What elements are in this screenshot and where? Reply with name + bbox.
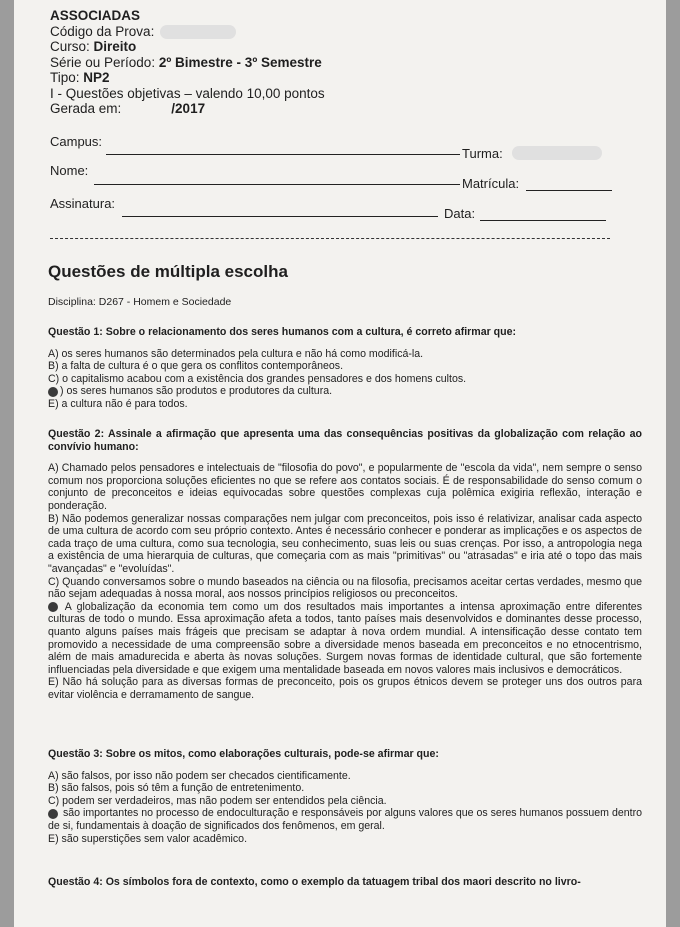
- serie-label: Série ou Período:: [50, 54, 156, 70]
- option-a[interactable]: A) Chamado pelos pensadores e intelectuais de "filosofia do povo", e popularmente de "escola da vida", nem sempre o senso comum nos proporciona soluções eficientes no que se refere aos contatos sociais. É de responsabilidade do senso comum o conjunto de preconceitos e ideias equivocadas sobre questões complexas cuja polêmica exigiria reflexão, interação e ponderação.: [48, 462, 642, 512]
- question-title: Questão 2: Assinale a afirmação que apresenta uma das consequências positivas da globalização com relação ao convívio humano:: [48, 428, 642, 453]
- curso-value: Direito: [93, 39, 137, 54]
- curso-label: Curso:: [50, 39, 90, 54]
- section-title: Questões de múltipla escolha: [48, 262, 288, 281]
- option-b[interactable]: B) são falsos, pois só têm a função de entretenimento.: [48, 782, 305, 795]
- assinatura-label: Assinatura:: [50, 196, 116, 211]
- turma-label: Turma:: [462, 146, 503, 161]
- gerada-label: Gerada em:: [50, 101, 122, 116]
- answer-mark-icon: [48, 602, 58, 612]
- option-e[interactable]: E) são superstições sem valor acadêmico.: [48, 832, 248, 845]
- data-line[interactable]: [480, 220, 606, 221]
- question-3: [48, 748, 642, 845]
- curso-row: [50, 39, 325, 55]
- codigo-label: Código da Prova:: [50, 23, 155, 39]
- redacted-turma: [512, 146, 602, 160]
- disciplina: Disciplina: D267 - Homem e Sociedade: [48, 296, 232, 308]
- matricula-label: Matrícula:: [462, 176, 520, 191]
- matricula-line[interactable]: [526, 190, 612, 191]
- option-c[interactable]: C) podem ser verdadeiros, mas não podem ser entendidos pela ciência.: [48, 794, 387, 807]
- option-d-text: A globalização da economia tem como um dos resultados mais importantes a intensa aproximação entre diferentes culturas de todo o mundo. Essa aproximação afeta a todos, tanto países mais desenvolvidos e dominantes desse processo, quanto alguns países mais frágeis que precisam se adaptar à nova ordem mundial. A intensificação desse contato tem promovido a necessidade de uma compreensão sobre a diversidade menos baseada em preconceitos e no etnocentrismo, além de mais amadurecida e aberta às novas soluções. Surgem novas formas de identidade cultural, que são fortemente influenciadas pela diversidade e que exigem uma mentalidade baseada em novos valores mais inclusivos e democráticos.: [48, 600, 642, 676]
- tipo-value: NP2: [83, 70, 110, 85]
- option-e[interactable]: E) Não há solução para as diversas formas de preconceito, pois os grupos étnicos devem se proteger uns dos outros para evitar violência e derramamento de sangue.: [48, 676, 642, 701]
- option-d-text: ) os seres humanos são produtos e produtores da cultura.: [60, 385, 333, 398]
- option-d-text: são importantes no processo de endoculturação e responsáveis por alguns valores que os seres humanos possuem dentro de si, fundamentais à doação de significados dos fenômenos, em geral.: [48, 807, 642, 832]
- serie-row: [50, 55, 325, 71]
- answer-mark-icon: [48, 809, 58, 819]
- option-b[interactable]: B) a falta de cultura é o que gera os conflitos contemporâneos.: [48, 360, 344, 373]
- gerada-value: /2017: [171, 101, 206, 116]
- campus-label: Campus:: [50, 134, 103, 149]
- dashed-divider: [50, 238, 610, 239]
- option-b[interactable]: B) Não podemos generalizar nossas comparações nem julgar com preconceitos, pois isso é relativizar, analisar cada aspecto de uma cultura de acordo com seu próprio contexto. Antes é necessário conhecer e ponderar as implicações e os aspectos de cada traço de uma cultura, como sua tecnologia, seu conhecimento, suas leis ou suas crenças. Por isso, a antropologia nega a existência de uma hierarquia de culturas, que começaria com as mais "primitivas" ou "atrasadas" e iria até o topo das mais "avançadas" e "evoluídas".: [48, 512, 642, 575]
- data-label: Data:: [444, 206, 476, 221]
- answer-mark-icon: [48, 387, 58, 397]
- tipo-label: Tipo:: [50, 70, 80, 85]
- option-a[interactable]: A) são falsos, por isso não podem ser checados cientificamente.: [48, 769, 351, 782]
- question-4: [48, 876, 642, 898]
- option-d-marked[interactable]: [48, 385, 642, 398]
- question-title: Questão 4: Os símbolos fora de contexto, como o exemplo da tatuagem tribal dos maori descrito no livro-: [48, 876, 581, 888]
- option-c[interactable]: C) o capitalismo acabou com a existência dos grandes pensadores e dos homens cultos.: [48, 372, 467, 385]
- org-name: ASSOCIADAS: [50, 8, 141, 23]
- exam-sheet: [14, 0, 666, 927]
- parte-text: I - Questões objetivas – valendo 10,00 pontos: [50, 85, 325, 101]
- option-c[interactable]: C) Quando conversamos sobre o mundo baseados na ciência ou na filosofia, precisamos aceitar certas verdades, mesmo que não sejam adequadas à nossa moral, aos nossos princípios religiosos ou preconceitos.: [48, 575, 642, 601]
- campus-line[interactable]: [106, 154, 460, 155]
- codigo-row: [50, 24, 325, 40]
- option-e[interactable]: E) a cultura não é para todos.: [48, 397, 188, 410]
- option-a[interactable]: A) os seres humanos são determinados pela cultura e não há como modificá-la.: [48, 347, 424, 360]
- serie-value: 2º Bimestre - 3º Semestre: [158, 54, 322, 70]
- question-title: Questão 1: Sobre o relacionamento dos seres humanos com a cultura, é correto afirmar que:: [48, 326, 517, 338]
- assinatura-line[interactable]: [122, 216, 438, 217]
- option-d-marked[interactable]: [48, 807, 642, 832]
- redacted-code: [160, 25, 236, 39]
- tipo-row: [50, 70, 325, 86]
- option-d-marked[interactable]: [48, 601, 642, 677]
- question-title: Questão 3: Sobre os mitos, como elaborações culturais, pode-se afirmar que:: [48, 748, 439, 760]
- nome-line[interactable]: [94, 184, 460, 185]
- nome-label: Nome:: [50, 163, 89, 178]
- question-2: [48, 428, 642, 701]
- gerada-row: [50, 101, 325, 117]
- question-1: [48, 326, 642, 411]
- exam-header: [50, 8, 325, 117]
